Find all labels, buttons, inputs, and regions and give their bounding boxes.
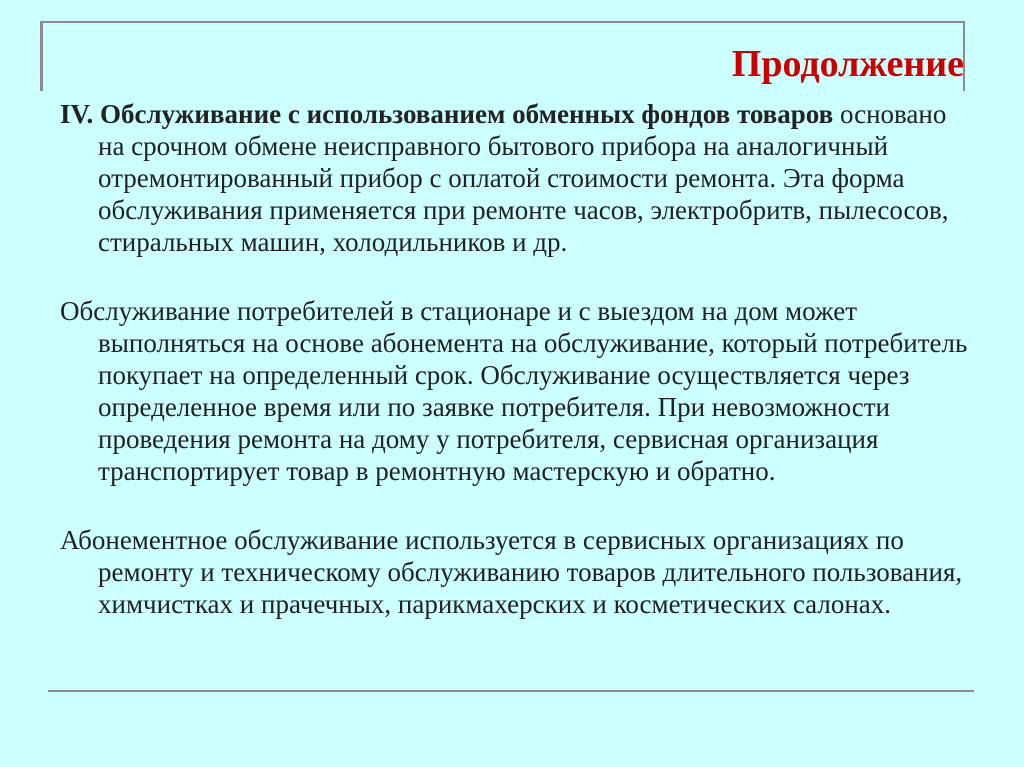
paragraph-text: основано на срочном обмене неисправного бытового прибора на аналогичный отремонтированный прибор с оплатой стоимости ремонта. Эта форма обслуживания применяется при ремонте часов, электробритв, пылесосов, стиральных машин, холодильников и др. xyxy=(98,99,949,257)
slide-body xyxy=(60,98,975,620)
frame-bottom-line xyxy=(48,690,974,692)
paragraph-text: Абонементное обслуживание используется в сервисных организациях по ремонту и техническому обслуживанию товаров длительного пользования, химчистках и прачечных, парикмахерских и косметических салонах. xyxy=(60,525,963,619)
slide-title: Продолжение xyxy=(731,43,964,85)
frame-left-line xyxy=(40,21,43,91)
paragraph-exchange-fund xyxy=(60,98,975,258)
paragraph-subscription-service xyxy=(60,295,975,487)
paragraph-heading: IV. Обслуживание с использованием обменных фондов товаров xyxy=(60,99,834,129)
paragraph-text: Обслуживание потребителей в стационаре и с выездом на дом может выполняться на основе абонемента на обслуживание, который потребитель покупает на определенный срок. Обслуживание осуществляется через определенное время или по заявке потребителя. При невозможности проведения ремонта на дому у потребителя, сервисная организация транспортирует товар в ремонтную мастерскую и обратно. xyxy=(60,296,968,486)
frame-top-line xyxy=(40,21,965,23)
paragraph-subscription-usage xyxy=(60,524,975,620)
